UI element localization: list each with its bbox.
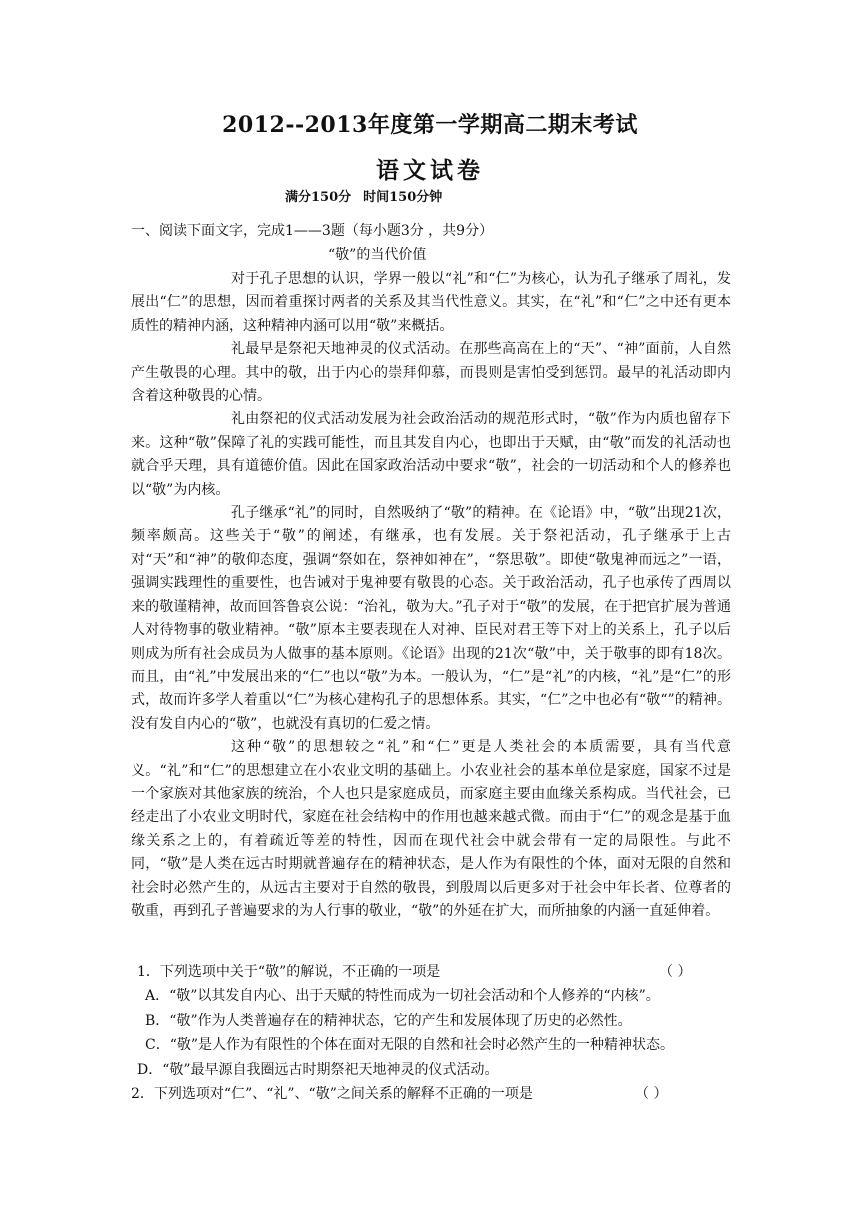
question-stem: 1．下列选项中关于“敬”的解说，不正确的一项是 (137, 964, 441, 980)
exam-time: 时间150分钟 (363, 190, 443, 205)
paragraph: 对于孔子思想的认识，学界一般以“礼”和“仁”为核心，认为孔子继承了周礼，发展出“仁”的思想，因而着重探讨两者的关系及其当代性意义。其实，在“礼”和“仁”之中还有更本质性的精神内涵，这种精神内涵可以用“敬”来概括。 (131, 271, 731, 334)
option-d: D．“敬”最早源自我圈远古时期祭祀天地神灵的仪式活动。 (137, 1061, 499, 1078)
question-stem: 2．下列选项对“仁”、“礼”、“敬”之间关系的解释不正确的一项是 (131, 1086, 533, 1103)
article-title: “敬”的当代价值 (328, 247, 427, 263)
paragraph: 这种“敬”的思想较之“礼”和“仁”更是人类社会的本质需要，具有当代意义。“礼”和“仁”的思想建立在小农业文明的基础上。小农业社会的基本单位是家庭，国家不过是一个家族对其他家族的统治，个人也只是家庭成员，而家庭主要由血缘关系构成。当代社会，已经走出了小农业文明时代，家庭在社会结构中的作用也越来越式微。而由于“仁”的观念是基于血缘关系之上的，有着疏近等差的特性，因而在现代社会中就会带有一定的局限性。与此不同，“敬”是人类在远古时期就普遍存在的精神状态，是人作为有限性的个体，面对无限的自然和社会时必然产生的，从远古主要对于自然的敬畏，到殷周以后更多对于社会中年长者、位尊者的敬重，再到孔子普遍要求的为人行事的敬业，“敬”的外延在扩大，而所抽象的内涵一直延伸着。 (131, 739, 731, 919)
exam-meta (285, 186, 454, 205)
paragraph: 礼最早是祭祀天地神灵的仪式活动。在那些高高在上的“天”、“神”面前，人自然产生敬畏的心理。其中的敬，出于内心的崇拜仰慕，而畏则是害怕受到惩罚。最早的礼活动即内含着这种敬畏的心情。 (131, 341, 731, 405)
section-instruction: 一、阅读下面文字，完成1——3题（每小题3分 ，共9分） (131, 223, 494, 239)
option-b: B．“敬”作为人类普遍存在的精神状态，它的产生和发展体现了历史的必然性。 (145, 1012, 632, 1029)
exam-subtitle: 语文试卷 (376, 157, 484, 184)
exam-title: 2012--2013年度第一学期高二期末考试 (222, 112, 638, 138)
option-c: C．“敬”是人作为有限性的个体在面对无限的自然和社会时必然产生的一种精神状态。 (145, 1037, 675, 1054)
answer-blank: （ ） (659, 964, 692, 980)
article-body (131, 268, 731, 923)
full-score: 满分150分 (285, 190, 352, 205)
paragraph: 孔子继承“礼”的同时，自然吸纳了“敬”的精神。在《论语》中，“敬”出现21次，频率颇高。这些关于“敬”的阐述，有继承，也有发展。关于祭祀活动，孔子继承于上古对“天”和“神”的敬仰态度，强调“祭如在，祭神如神在”，“祭思敬”。即使“敬鬼神而远之”一语，强调实践理性的重要性，也告诫对于鬼神要有敬畏的心态。关于政治活动，孔子也承传了西周以来的敬谨精神，故而回答鲁哀公说：“治礼，敬为大。”孔子对于“敬”的发展，在于把官扩展为普通人对待物事的敬业精神。“敬”原本主要表现在人对神、臣民对君王等下对上的关系上，孔子以后则成为所有社会成员为人做事的基本原则。《论语》出现的21次“敬”中，关于敬事的即有18次。而且，由“礼”中发展出来的“仁”也以“敬”为本。一般认为，“仁”是“礼”的内核，“礼”是“仁”的形式，故而许多学人着重以“仁”为核心建构孔子的思想体系。其实，“仁”之中也必有“敬“”的精神。没有发自内心的“敬”，也就没有真切的仁爱之情。 (131, 505, 731, 732)
paragraph: 礼由祭祀的仪式活动发展为社会政治活动的规范形式时，“敬”作为内质也留存下来。这种“敬”保障了礼的实践可能性，而且其发自内心，也即出于天赋，由“敬”而发的礼活动也就合乎天理，具有道德价值。因此在国家政治活动中要求“敬”，社会的一切活动和个人的修养也以“敬”为内核。 (131, 411, 731, 498)
answer-blank: （ ） (635, 1086, 668, 1103)
question-2 (131, 1082, 741, 1106)
question-list (131, 960, 741, 1106)
option-a: A．“敬”以其发自内心、出于天赋的特性而成为一切社会活动和个人修养的“内核”。 (145, 988, 660, 1005)
question-1 (131, 960, 741, 984)
